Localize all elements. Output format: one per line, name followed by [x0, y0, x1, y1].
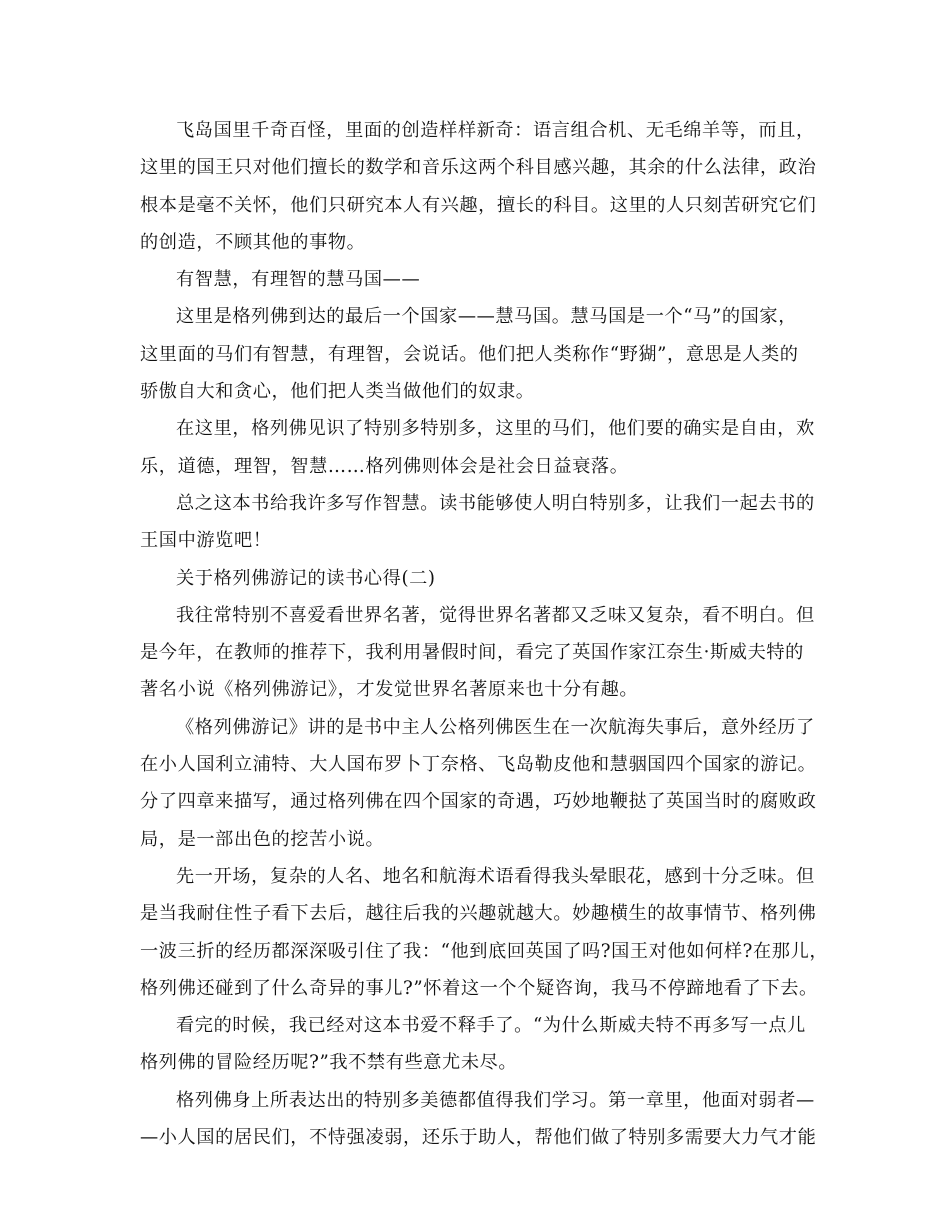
- text-line: 格列佛还碰到了什么奇异的事儿?”怀着这一个个疑咨询，我马不停蹄地看了下去。: [140, 977, 818, 999]
- text-line: 先一开场，复杂的人名、地名和航海术语看得我头晕眼花，感到十分乏味。但: [176, 865, 815, 887]
- text-line: 关于格列佛游记的读书心得(二): [176, 567, 436, 589]
- text-line: 在这里，格列佛见识了特别多特别多，这里的马们，他们要的确实是自由，欢: [176, 418, 815, 440]
- text-line: 格列佛身上所表达出的特别多美德都值得我们学习。第一章里，他面对弱者—: [176, 1089, 815, 1111]
- text-line: 这里是格列佛到达的最后一个国家——慧马国。慧马国是一个“马”的国家，: [176, 306, 797, 328]
- paragraph-summary: [140, 709, 816, 858]
- paragraph-intro: [140, 597, 816, 709]
- paragraph-conclusion: [140, 485, 816, 560]
- paragraph-gulliver-experience: [140, 410, 816, 485]
- text-line: 乐，道德，理智，智慧……格列佛则体会是社会日益衰落。: [140, 455, 629, 477]
- text-line: 《格列佛游记》讲的是书中主人公格列佛医生在一次航海失事后，意外经历了: [176, 716, 815, 738]
- document-body: [140, 112, 829, 1156]
- section-title: [140, 560, 816, 597]
- text-line: 飞岛国里千奇百怪，里面的创造样样新奇：语言组合机、无毛绵羊等，而且，: [176, 120, 815, 141]
- text-line: —小人国的居民们，不恃强凌弱，还乐于助人，帮他们做了特别多需要大力气才能: [140, 1127, 817, 1149]
- text-line: 是当我耐住性子看下去后，越往后我的兴趣就越大。妙趣横生的故事情节、格列佛: [140, 903, 817, 925]
- text-line: 总之这本书给我许多写作智慧。读书能够使人明白特别多，让我们一起去书的: [176, 492, 815, 514]
- text-line: 根本是毫不关怀，他们只研究本人有兴趣，擅长的科目。这里的人只刻苦研究它们: [140, 194, 817, 216]
- text-line: 的创造，不顾其他的事物。: [140, 231, 366, 253]
- paragraph-reading-experience: [140, 858, 829, 1007]
- text-line: 有智慧，有理智的慧马国——: [176, 269, 421, 291]
- text-line: 是今年，在教师的推荐下，我利用暑假时间，看完了英国作家江奈生·斯威夫特的: [140, 642, 804, 664]
- text-line: 骄傲自大和贪心，他们把人类当做他们的奴隶。: [140, 381, 535, 403]
- text-line: 我往常特别不喜爱看世界名著，觉得世界名著都又乏味又复杂，看不明白。但: [176, 604, 815, 626]
- text-line: 在小人国利立浦特、大人国布罗卜丁奈格、飞岛勒皮他和慧骃国四个国家的游记。: [140, 754, 817, 776]
- heading-horse-country: [140, 261, 816, 298]
- paragraph-after-reading: [140, 1007, 816, 1082]
- text-line: 王国中游览吧！: [140, 530, 272, 552]
- text-line: 分了四章来描写，通过格列佛在四个国家的奇遇，巧妙地鞭挞了英国当时的腐败政: [140, 791, 817, 813]
- paragraph-virtues: [140, 1082, 816, 1157]
- text-line: 著名小说《格列佛游记》，才发觉世界名著原来也十分有趣。: [140, 679, 639, 701]
- paragraph-fly-island: [140, 112, 816, 261]
- text-line: 这里面的马们有智慧，有理智，会说话。他们把人类称作“野猢”，意思是人类的: [140, 343, 799, 365]
- text-line: 这里的国王只对他们擅长的数学和音乐这两个科目感兴趣，其余的什么法律，政治: [140, 157, 817, 179]
- text-line: 一波三折的经历都深深吸引住了我：“他到底回英国了吗?国王对他如何样?在那儿，: [140, 940, 829, 962]
- text-line: 看完的时候，我已经对这本书爱不释手了。“为什么斯威夫特不再多写一点儿: [176, 1015, 806, 1037]
- text-line: 格列佛的冒险经历呢?”我不禁有些意尤未尽。: [140, 1052, 518, 1074]
- text-line: 局，是一部出色的挖苦小说。: [140, 828, 385, 850]
- paragraph-horse-country: [140, 298, 816, 410]
